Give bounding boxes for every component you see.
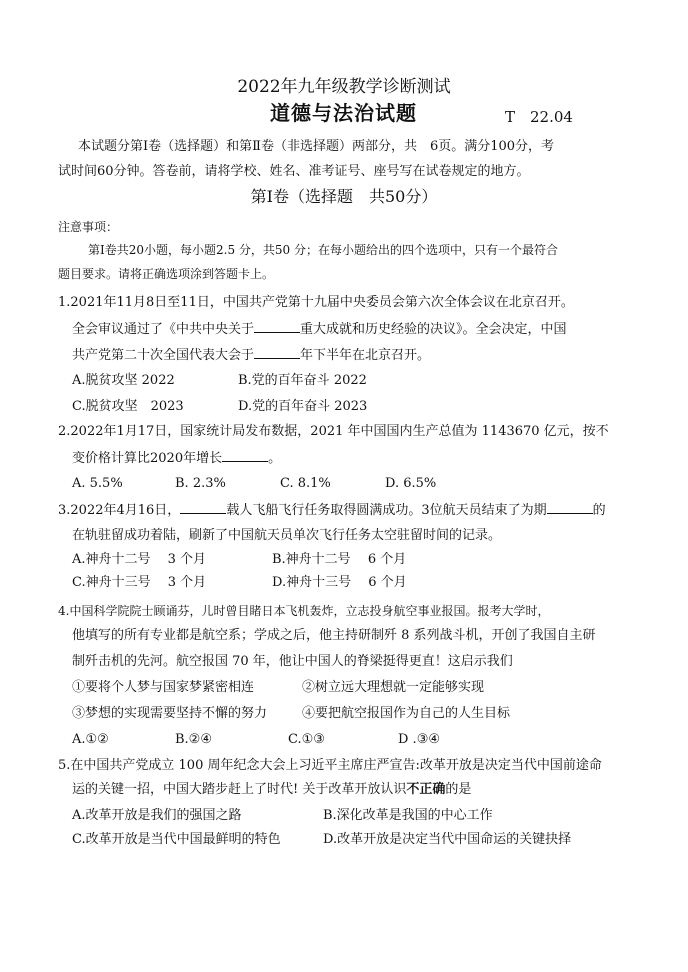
answer-blank [180,501,226,514]
q2-option-a: A. 5.5% [72,476,123,491]
exam-code: T 22.04 [505,108,573,126]
q1-option-c: C.脱贫攻坚 2023 [72,399,184,414]
q1-line-2: 全会审议通过了《中共中央关于 重大成就和历史经验的决议》。全会决定，中国 [72,322,567,337]
q5-option-c: C.改革开放是当代中国最鲜明的特色 [72,832,281,847]
q4-option-d: D .③④ [398,732,440,747]
q4-line-1: 4.中国科学院院士顾诵芬，儿时曾目睹日本飞机轰炸，立志投身航空事业报国。报考大学时， [58,604,550,618]
q5-line-1: 5.在中国共产党成立 100 周年纪念大会上习近平主席庄严宣告:改革开放是决定当代中国前途命 [58,758,602,773]
q3-line-2: 在轨驻留成功着陆，刷新了中国航天员单次飞行任务太空驻留时间的记录。 [72,528,502,543]
q4-item-2: ②树立远大理想就一定能够实现 [302,680,485,695]
subject-title: 道德与法治试题 [270,101,417,125]
q5-option-d: D.改革开放是决定当代中国命运的关键抉择 [323,832,572,847]
q2-option-c: C. 8.1% [280,476,331,491]
intro-line-1: 本试题分第Ⅰ卷（选择题）和第Ⅱ卷（非选择题）两部分，共 6页。满分100分，考 [78,139,555,154]
q4-option-b: B.②④ [175,732,212,747]
q4-item-3: ③梦想的实现需要坚持不懈的努力 [72,706,268,721]
section-title: 第Ⅰ卷（选择题 共50分） [250,187,438,206]
answer-blank [254,346,300,359]
notice-line-1: 第Ⅰ卷共20小题，每小题2.5 分，共50 分；在每小题给出的四个选项中，只有一个最符合 [88,243,558,257]
q1-line-1: 1.2021年11月8日至11日，中国共产党第十九届中央委员会第六次全体会议在北京召开。 [58,295,574,310]
q1-option-a: A.脱贫攻坚 2022 [72,373,175,388]
emphasis-not-correct: 不正确 [406,782,446,797]
q1-option-d: D.党的百年奋斗 2023 [238,399,368,414]
exam-title: 2022年九年级教学诊断测试 [237,77,451,97]
q1-option-b: B.党的百年奋斗 2022 [238,373,367,388]
q5-option-a: A.改革开放是我们的强国之路 [72,808,242,823]
q4-line-3: 制歼击机的先河。航空报国 70 年，他让中国人的脊梁挺得更直！这启示我们 [72,654,513,669]
notice-line-2: 题目要求。请将正确选项涂到答题卡上。 [58,267,275,281]
q3-option-d: D.神舟十三号 6 个月 [272,575,407,590]
q4-item-4: ④要把航空报国作为自己的人生目标 [302,706,511,721]
answer-blank [547,501,593,514]
q4-option-a: A.①② [72,732,109,747]
answer-blank [254,320,300,333]
answer-blank [222,449,268,462]
q3-option-b: B.神舟十二号 6 个月 [272,552,407,567]
q2-option-b: B. 2.3% [175,476,226,491]
q2-line-2: 变价格计算比2020年增长 。 [72,451,282,466]
q4-line-2: 他填写的所有专业都是航空系；学成之后，他主持研制歼 8 系列战斗机，开创了我国自主研 [72,628,596,643]
q5-option-b: B.深化改革是我国的中心工作 [323,808,493,823]
q4-item-1: ①要将个人梦与国家梦紧密相连 [72,680,255,695]
q1-line-3: 共产党第二十次全国代表大会于 年下半年在北京召开。 [72,348,431,363]
q3-line-1: 3.2022年4月16日， 载人飞船飞行任务取得圆满成功。3位航天员结束了为期 的 [58,503,606,518]
q3-option-c: C.神舟十三号 3 个月 [72,575,207,590]
q5-line-2: 运的关键一招，中国大踏步赶上了时代! 关于改革开放认识不正确的是 [72,782,472,797]
q2-line-1: 2.2022年1月17日，国家统计局发布数据，2021 年中国国内生产总值为 1143670 亿元，按不 [58,424,609,439]
q3-option-a: A.神舟十二号 3 个月 [72,552,207,567]
intro-line-2: 试时间60分钟。答卷前，请将学校、姓名、准考证号、座号写在试卷规定的地方。 [58,164,530,179]
q4-option-c: C.①③ [288,732,325,747]
q2-option-d: D. 6.5% [385,476,437,491]
notice-label: 注意事项： [58,220,119,234]
